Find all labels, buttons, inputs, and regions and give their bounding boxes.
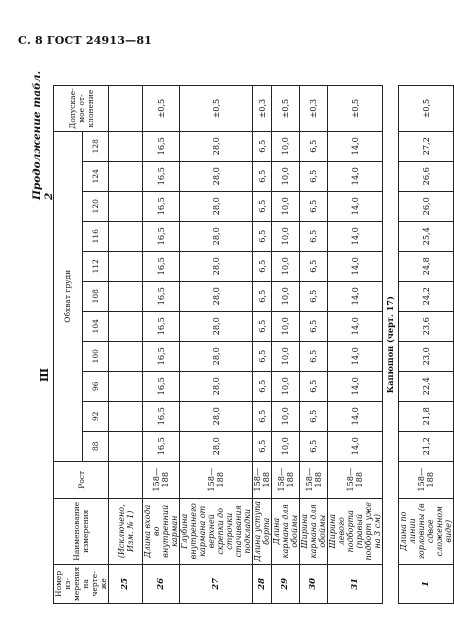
size-table	[53, 85, 454, 604]
value-cell: 6,5	[300, 161, 328, 191]
value-cell: 6,5	[253, 401, 272, 431]
measure-name: Ширина кармана для обоймы	[300, 498, 328, 564]
value-cell: 10,0	[272, 281, 300, 311]
value-cell: 16,5	[143, 401, 180, 431]
header-rost: Рост	[54, 461, 109, 498]
size-header-100: 100	[82, 341, 108, 371]
value-cell: 6,5	[300, 431, 328, 461]
value-cell: 10,0	[272, 221, 300, 251]
section-title-kapushon: Капюшон (черт. 17)	[383, 86, 399, 604]
table-row	[180, 86, 253, 604]
value-cell: 6,5	[300, 191, 328, 221]
value-cell: 21,2	[399, 431, 454, 461]
row-number: 1	[399, 564, 454, 603]
value-cell: 16,5	[143, 311, 180, 341]
value-cell: 14,0	[328, 161, 383, 191]
value-cell: 6,5	[253, 431, 272, 461]
value-cell: 23,6	[399, 311, 454, 341]
value-cell: 6,5	[300, 131, 328, 161]
rost-cell: 158—188	[253, 461, 272, 498]
header-group: Обхват груди	[54, 131, 83, 461]
value-cell: 22,4	[399, 371, 454, 401]
value-cell: 6,5	[300, 311, 328, 341]
value-cell: 28,0	[180, 131, 253, 161]
value-cell	[109, 221, 143, 251]
tolerance-cell: ±0,5	[143, 86, 180, 131]
value-cell: 16,5	[143, 221, 180, 251]
page-header: С. 8 ГОСТ 24913—81	[18, 34, 153, 47]
value-cell: 28,0	[180, 311, 253, 341]
value-cell: 14,0	[328, 131, 383, 161]
value-cell	[109, 281, 143, 311]
value-cell: 6,5	[300, 341, 328, 371]
value-cell: 14,0	[328, 251, 383, 281]
value-cell: 16,5	[143, 191, 180, 221]
rotated-table-sheet	[26, 60, 453, 604]
value-cell: 10,0	[272, 371, 300, 401]
value-cell: 28,0	[180, 401, 253, 431]
size-header-88: 88	[82, 431, 108, 461]
measure-name: Длина входа во внутренний карман	[143, 498, 180, 564]
value-cell: 10,0	[272, 161, 300, 191]
size-header-112: 112	[82, 251, 108, 281]
value-cell: 28,0	[180, 431, 253, 461]
value-cell: 6,5	[253, 251, 272, 281]
measure-name: Длина кармана для обоймы	[272, 498, 300, 564]
table-row	[300, 86, 328, 604]
value-cell: 10,0	[272, 191, 300, 221]
size-header-124: 124	[82, 161, 108, 191]
continuation-title: Продолжение табл. 2	[31, 70, 55, 200]
value-cell: 14,0	[328, 431, 383, 461]
tolerance-cell: ±0,3	[300, 86, 328, 131]
measure-name: Ширина левого подборта (правый подборт уже на 3 см)	[328, 498, 383, 564]
value-cell: 14,0	[328, 281, 383, 311]
row-number: 31	[328, 564, 383, 603]
value-cell: 23,0	[399, 341, 454, 371]
value-cell: 28,0	[180, 161, 253, 191]
value-cell: 28,0	[180, 341, 253, 371]
size-header-92: 92	[82, 401, 108, 431]
value-cell: 26,0	[399, 191, 454, 221]
rost-cell: 158—188	[272, 461, 300, 498]
value-cell	[109, 401, 143, 431]
size-header-116: 116	[82, 221, 108, 251]
size-header-120: 120	[82, 191, 108, 221]
tolerance-cell: ±0,5	[180, 86, 253, 131]
value-cell: 6,5	[300, 371, 328, 401]
measure-name: Длина по линии горловины (в сдвое сложенном виде)	[399, 498, 454, 564]
value-cell: 27,2	[399, 131, 454, 161]
value-cell: 16,5	[143, 431, 180, 461]
value-cell: 14,0	[328, 311, 383, 341]
value-cell: 10,0	[272, 401, 300, 431]
header-tolerance: Допускае-мое от-клонение	[54, 86, 109, 131]
size-header-108: 108	[82, 281, 108, 311]
rost-cell: 158—188	[143, 461, 180, 498]
table-row	[272, 86, 300, 604]
table-row	[253, 86, 272, 604]
header-num: Номер из-мерения на черте-же	[54, 564, 109, 603]
rost-cell: 158—188	[300, 461, 328, 498]
value-cell: 16,5	[143, 341, 180, 371]
value-cell	[109, 371, 143, 401]
size-header-96: 96	[82, 371, 108, 401]
value-cell	[109, 341, 143, 371]
value-cell	[109, 131, 143, 161]
value-cell: 10,0	[272, 251, 300, 281]
value-cell: 6,5	[253, 341, 272, 371]
value-cell: 6,5	[253, 131, 272, 161]
value-cell	[109, 431, 143, 461]
table-row	[328, 86, 383, 604]
value-cell: 14,0	[328, 371, 383, 401]
row-number: 29	[272, 564, 300, 603]
row-number: 30	[300, 564, 328, 603]
row-number: 27	[180, 564, 253, 603]
value-cell: 10,0	[272, 341, 300, 371]
tolerance-cell: ±0,5	[328, 86, 383, 131]
measure-name: Глубина внутреннего кармана от верхней скрепки до строчки стачивания подкладки	[180, 498, 253, 564]
value-cell: 26,6	[399, 161, 454, 191]
table-row	[109, 86, 143, 604]
value-cell: 6,5	[300, 281, 328, 311]
value-cell: 14,0	[328, 221, 383, 251]
value-cell: 10,0	[272, 311, 300, 341]
rost-cell	[109, 461, 143, 498]
value-cell: 28,0	[180, 371, 253, 401]
value-cell: 10,0	[272, 431, 300, 461]
value-cell: 28,0	[180, 191, 253, 221]
value-cell: 25,4	[399, 221, 454, 251]
value-cell: 6,5	[253, 221, 272, 251]
value-cell: 16,5	[143, 251, 180, 281]
value-cell: 10,0	[272, 131, 300, 161]
value-cell	[109, 191, 143, 221]
row-number: 26	[143, 564, 180, 603]
section-row	[383, 86, 399, 604]
rost-cell: 158—188	[180, 461, 253, 498]
value-cell: 28,0	[180, 281, 253, 311]
value-cell: 14,0	[328, 191, 383, 221]
value-cell: 28,0	[180, 251, 253, 281]
value-cell	[109, 161, 143, 191]
value-cell: 14,0	[328, 401, 383, 431]
value-cell: 16,5	[143, 281, 180, 311]
value-cell: 6,5	[253, 281, 272, 311]
measure-name: Длина уступа борта	[253, 498, 272, 564]
value-cell: 6,5	[300, 221, 328, 251]
value-cell: 28,0	[180, 221, 253, 251]
row-number: 25	[109, 564, 143, 603]
value-cell: 6,5	[253, 161, 272, 191]
value-cell: 14,0	[328, 341, 383, 371]
tolerance-cell: ±0,5	[272, 86, 300, 131]
value-cell: 6,5	[253, 191, 272, 221]
size-header-128: 128	[82, 131, 108, 161]
value-cell	[109, 251, 143, 281]
value-cell: 24,2	[399, 281, 454, 311]
rost-cell: 158—188	[328, 461, 383, 498]
table-row	[399, 86, 454, 604]
value-cell	[109, 311, 143, 341]
size-header-104: 104	[82, 311, 108, 341]
value-cell: 6,5	[253, 311, 272, 341]
value-cell: 6,5	[300, 251, 328, 281]
value-cell: 16,5	[143, 161, 180, 191]
tolerance-cell: ±0,5	[399, 86, 454, 131]
center-mark: Ш	[38, 368, 51, 382]
header-name: Наименование измерения	[54, 498, 109, 564]
measure-name: (Исключено, Изм. № 1)	[109, 498, 143, 564]
tolerance-cell: ±0,3	[253, 86, 272, 131]
rost-cell: 158—188	[399, 461, 454, 498]
value-cell: 6,5	[300, 401, 328, 431]
tolerance-cell	[109, 86, 143, 131]
value-cell: 24,8	[399, 251, 454, 281]
value-cell: 16,5	[143, 131, 180, 161]
row-number: 28	[253, 564, 272, 603]
value-cell: 21,8	[399, 401, 454, 431]
value-cell: 6,5	[253, 371, 272, 401]
value-cell: 16,5	[143, 371, 180, 401]
table-row	[143, 86, 180, 604]
